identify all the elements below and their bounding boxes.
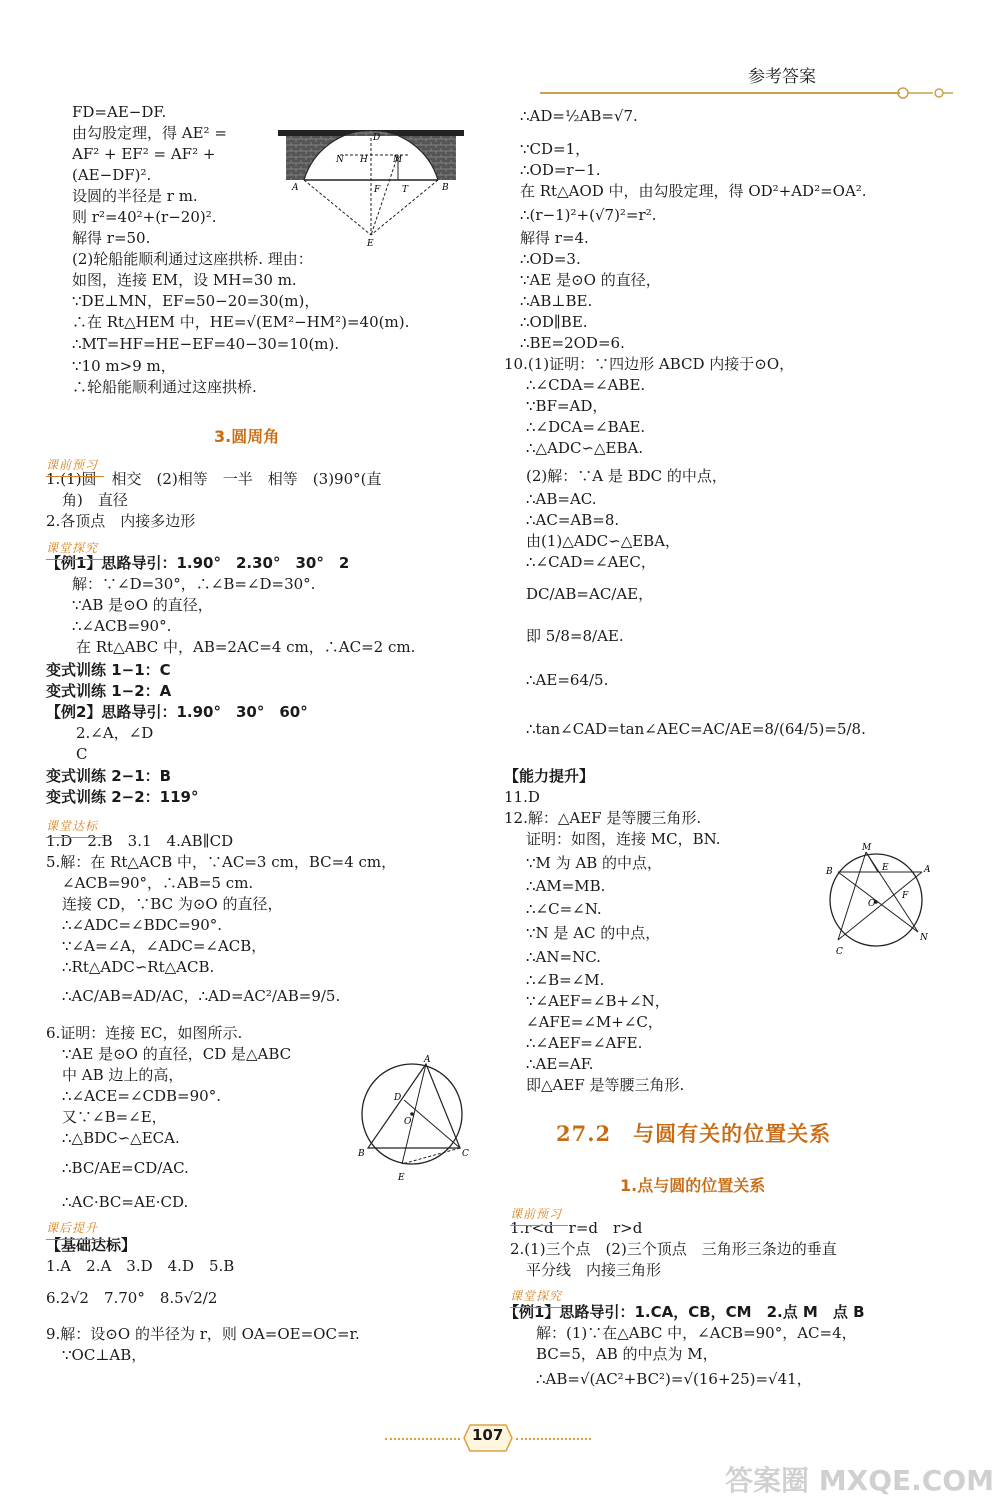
right-text-line-31: ∵N 是 AC 的中点， xyxy=(526,924,661,942)
left-text-line-35: 又∵∠B=∠E， xyxy=(62,1108,167,1126)
right-text-line-3: 在 Rt△AOD 中，由勾股定理，得 OD²+AD²=OA². xyxy=(520,182,867,200)
left-text-line-27: ∴∠ADC=∠BDC=90°. xyxy=(62,916,223,934)
page-dots-left xyxy=(385,1438,460,1442)
right-text-line-1: ∵CD=1， xyxy=(520,140,591,158)
svg-text:E: E xyxy=(882,863,889,873)
left-text-line-17: 解：∵∠D=30°，∴∠B=∠D=30°. xyxy=(72,575,316,593)
left-section-tag-2: 课堂达标 xyxy=(46,816,104,838)
left-text-line-6: 解得 r=50. xyxy=(72,229,151,247)
svg-text:A: A xyxy=(424,1055,431,1065)
svg-text:N: N xyxy=(920,933,928,943)
left-section-tag-0: 课前预习 xyxy=(46,455,104,477)
left-text-line-40: 6.2√2 7.70° 8.5√2/2 xyxy=(46,1289,218,1307)
right-text-line-34: ∵∠AEF=∠B+∠N， xyxy=(526,992,670,1010)
right-text-line-26: 12.解：△AEF 是等腰三角形. xyxy=(504,809,702,827)
left-text-line-38: ∴AC·BC=AE·CD. xyxy=(62,1193,189,1211)
right-text-line-43: BC=5，AB 的中点为 M， xyxy=(536,1345,718,1363)
left-text-line-33: 中 AB 边上的高， xyxy=(62,1066,184,1084)
left-text-line-31: 6.证明：连接 EC，如图所示. xyxy=(46,1024,243,1042)
svg-text:M: M xyxy=(862,843,872,853)
left-label-5: 变式训练 2−2：119° xyxy=(46,788,199,806)
left-text-line-29: ∴Rt△ADC∽Rt△ACB. xyxy=(62,958,215,976)
left-label-0: 【例1】思路导引：1.90° 2.30° 30° 2 xyxy=(46,554,350,572)
left-text-line-9: ∵DE⊥MN，EF=50−20=30(m)， xyxy=(72,292,320,310)
left-text-line-36: ∴△BDC∽△ECA. xyxy=(62,1129,180,1147)
header-rule xyxy=(540,92,900,94)
right-text-line-17: ∴AB=AC. xyxy=(526,490,597,508)
chapter-title: 27.2 与圆有关的位置关系 xyxy=(556,1121,832,1146)
svg-text:C: C xyxy=(462,1149,469,1159)
right-text-line-7: ∵AE 是⊙O 的直径， xyxy=(520,271,661,289)
left-text-line-39: 1.A 2.A 3.D 4.D 5.B xyxy=(46,1257,235,1275)
right-text-line-25: 11.D xyxy=(504,788,540,806)
left-text-line-20: 在 Rt△ABC 中，AB=2AC=4 cm，∴AC=2 cm. xyxy=(76,638,416,656)
left-text-line-41: 9.解：设⊙O 的半径为 r，则 OA=OE=OC=r. xyxy=(46,1325,360,1343)
right-text-line-22: 即 5/8=8/AE. xyxy=(526,627,624,645)
section-title-inscribed-angle: 3.圆周角 xyxy=(214,427,280,446)
right-text-line-32: ∴AN=NC. xyxy=(526,948,601,966)
svg-text:A: A xyxy=(292,183,299,193)
right-text-line-16: (2)解：∵A 是 BDC 的中点， xyxy=(526,467,727,485)
left-text-line-18: ∵AB 是⊙O 的直径， xyxy=(72,596,213,614)
right-text-line-33: ∴∠B=∠M. xyxy=(526,971,605,989)
left-text-line-11: ∴MT=HF=HE−EF=40−30=10(m). xyxy=(72,335,340,353)
right-text-line-41: 平分线 内接三角形 xyxy=(526,1261,662,1279)
right-text-line-15: ∴△ADC∽△EBA. xyxy=(526,439,644,457)
right-text-line-21: DC/AB=AC/AE， xyxy=(526,585,654,603)
right-text-line-11: 10.(1)证明：∵四边形 ABCD 内接于⊙O， xyxy=(504,355,795,373)
right-text-line-8: ∴AB⊥BE. xyxy=(520,292,593,310)
svg-text:N: N xyxy=(336,155,344,165)
page-number: 107 xyxy=(472,1426,504,1444)
right-text-line-39: 1.r<d r=d r>d xyxy=(510,1219,643,1237)
left-text-line-25: ∠ACB=90°，∴AB=5 cm. xyxy=(62,874,254,892)
right-label-0: 【能力提升】 xyxy=(504,767,595,785)
svg-text:B: B xyxy=(442,183,449,193)
left-text-line-1: 由勾股定理，得 AE² = xyxy=(72,124,227,142)
right-text-line-4: ∴(r−1)²+(√7)²=r². xyxy=(520,206,657,224)
left-text-line-8: 如图，连接 EM，设 MH=30 m. xyxy=(72,271,297,289)
svg-text:D: D xyxy=(394,1093,402,1103)
right-text-line-29: ∴AM=MB. xyxy=(526,877,606,895)
right-text-line-5: 解得 r=4. xyxy=(520,229,589,247)
left-text-line-32: ∵AE 是⊙O 的直径，CD 是△ABC xyxy=(62,1045,292,1063)
svg-text:F: F xyxy=(374,185,381,195)
right-text-line-13: ∵BF=AD， xyxy=(526,397,608,415)
svg-text:C: C xyxy=(836,947,843,957)
left-text-line-23: 1.D 2.B 3.1 4.AB∥CD xyxy=(46,832,234,850)
left-label-6: 【基础达标】 xyxy=(46,1236,137,1254)
left-text-line-30: ∴AC/AB=AD/AC，∴AD=AC²/AB=9/5. xyxy=(62,987,341,1005)
left-section-tag-1: 课堂探究 xyxy=(46,538,104,560)
left-label-3: 【例2】思路导引：1.90° 30° 60° xyxy=(46,703,308,721)
right-text-line-18: ∴AC=AB=8. xyxy=(526,511,620,529)
right-text-line-6: ∴OD=3. xyxy=(520,250,581,268)
watermark: 答案圈 MXQE.COM xyxy=(725,1464,994,1497)
left-text-line-16: 2.各顶点 内接多边形 xyxy=(46,512,196,530)
right-text-line-2: ∴OD=r−1. xyxy=(520,161,601,179)
circle-figure-q12 xyxy=(818,840,933,960)
svg-text:F: F xyxy=(902,891,909,901)
right-text-line-35: ∠AFE=∠M+∠C， xyxy=(526,1013,663,1031)
right-text-line-37: ∴AE=AF. xyxy=(526,1055,594,1073)
right-text-line-44: ∴AB=√(AC²+BC²)=√(16+25)=√41， xyxy=(536,1370,812,1388)
svg-text:O: O xyxy=(404,1117,412,1127)
left-text-line-24: 5.解：在 Rt△ACB 中，∵AC=3 cm，BC=4 cm， xyxy=(46,853,397,871)
left-text-line-28: ∵∠A=∠A，∠ADC=∠ACB， xyxy=(62,937,267,955)
left-text-line-15: 角) 直径 xyxy=(62,491,128,509)
left-text-line-5: 则 r²=40²+(r−20)². xyxy=(72,208,217,226)
left-text-line-19: ∴∠ACB=90°. xyxy=(72,617,172,635)
right-text-line-27: 证明：如图，连接 MC，BN. xyxy=(526,830,721,848)
header-title: 参考答案 xyxy=(748,67,816,87)
svg-text:E: E xyxy=(398,1173,405,1183)
circle-figure-q6 xyxy=(352,1052,477,1187)
svg-text:B: B xyxy=(358,1149,365,1159)
right-text-line-30: ∴∠C=∠N. xyxy=(526,900,602,918)
right-text-line-38: 即△AEF 是等腰三角形. xyxy=(526,1076,685,1094)
svg-text:E: E xyxy=(367,239,374,249)
svg-text:O: O xyxy=(868,899,876,909)
arch-bridge-figure xyxy=(278,130,468,250)
svg-text:D: D xyxy=(373,133,381,143)
right-text-line-40: 2.(1)三个点 (2)三个顶点 三角形三条边的垂直 xyxy=(510,1240,837,1258)
left-label-1: 变式训练 1−1：C xyxy=(46,661,171,679)
svg-text:H: H xyxy=(360,155,368,165)
left-text-line-2: AF² + EF² = AF² + xyxy=(72,145,216,163)
right-text-line-12: ∴∠CDA=∠ABE. xyxy=(526,376,646,394)
right-text-line-23: ∴AE=64/5. xyxy=(526,671,609,689)
right-section-tag-1: 课堂探究 xyxy=(510,1286,568,1308)
svg-text:T: T xyxy=(402,185,409,195)
section-title-point-circle: 1.点与圆的位置关系 xyxy=(620,1176,766,1195)
right-text-line-0: ∴AD=½AB=√7. xyxy=(520,107,638,125)
right-text-line-10: ∴BE=2OD=6. xyxy=(520,334,625,352)
left-text-line-37: ∴BC/AE=CD/AC. xyxy=(62,1159,189,1177)
svg-text:M: M xyxy=(393,155,403,165)
right-text-line-36: ∴∠AEF=∠AFE. xyxy=(526,1034,643,1052)
left-text-line-0: FD=AE−DF. xyxy=(72,103,167,121)
left-text-line-21: 2.∠A，∠D xyxy=(76,724,154,742)
left-label-4: 变式训练 2−1：B xyxy=(46,767,172,785)
left-label-2: 变式训练 1−2：A xyxy=(46,682,172,700)
right-section-tag-0: 课前预习 xyxy=(510,1204,568,1226)
left-text-line-26: 连接 CD，∵BC 为⊙O 的直径， xyxy=(62,895,283,913)
svg-text:A: A xyxy=(924,865,931,875)
header-ornament-icon xyxy=(895,86,955,100)
right-text-line-28: ∵M 为 AB 的中点， xyxy=(526,854,663,872)
left-text-line-4: 设圆的半径是 r m. xyxy=(72,187,198,205)
right-text-line-14: ∴∠DCA=∠BAE. xyxy=(526,418,646,436)
left-text-line-13: ∴轮船能顺利通过这座拱桥. xyxy=(72,378,257,396)
left-text-line-10: ∴在 Rt△HEM 中，HE=√(EM²−HM²)=40(m). xyxy=(72,313,410,331)
left-text-line-12: ∵10 m>9 m， xyxy=(72,357,176,375)
left-text-line-34: ∴∠ACE=∠CDB=90°. xyxy=(62,1087,221,1105)
right-text-line-20: ∴∠CAD=∠AEC， xyxy=(526,553,656,571)
right-label-1: 【例1】思路导引：1.CA，CB，CM 2.点 M 点 B xyxy=(504,1303,865,1321)
left-text-line-22: C xyxy=(76,745,88,763)
right-text-line-24: ∴tan∠CAD=tan∠AEC=AC/AE=8/(64/5)=5/8. xyxy=(526,720,866,738)
left-text-line-7: (2)轮船能顺利通过这座拱桥. 理由： xyxy=(72,250,313,268)
left-text-line-42: ∵OC⊥AB， xyxy=(62,1346,147,1364)
page-dots-right xyxy=(516,1438,591,1442)
left-section-tag-3: 课后提升 xyxy=(46,1218,104,1240)
right-text-line-42: 解：(1)∵在△ABC 中，∠ACB=90°，AC=4， xyxy=(536,1324,857,1342)
left-text-line-3: (AE−DF)². xyxy=(72,166,152,184)
right-text-line-9: ∴OD∥BE. xyxy=(520,313,588,331)
svg-text:B: B xyxy=(826,867,833,877)
left-text-line-14: 1.(1)圆 相交 (2)相等 一半 相等 (3)90°(直 xyxy=(46,470,382,488)
right-text-line-19: 由(1)△ADC∽△EBA， xyxy=(526,532,681,550)
